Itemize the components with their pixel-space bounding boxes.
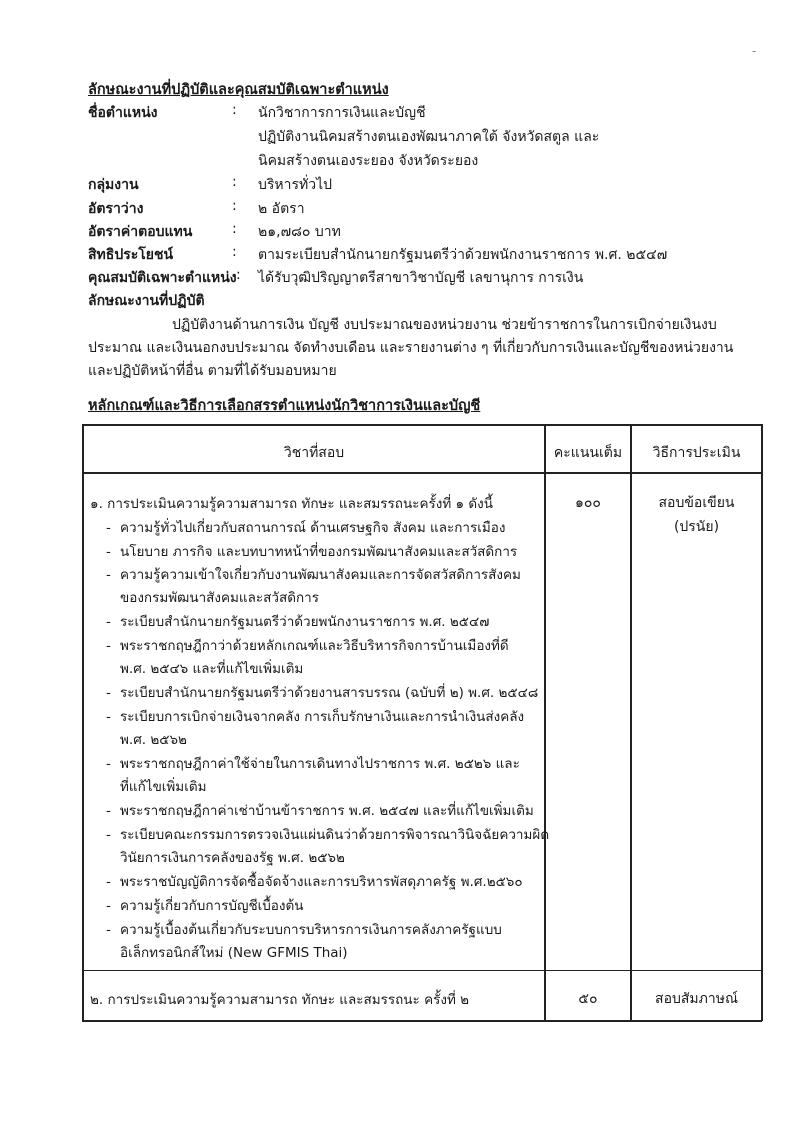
row1-score: ๑๐๐ (575, 495, 601, 511)
list-item: - ระเบียบสำนักนายกรัฐมนตรีว่าด้วยงานสารบรรณ (ฉบับที่ ๒) พ.ศ. ๒๕๔๘ (106, 685, 539, 701)
duty-label: ลักษณะงานที่ปฏิบัติ (88, 293, 205, 309)
header-score: คะแนนเต็ม (553, 445, 623, 461)
vacancy-colon: : (232, 198, 237, 214)
header-subject: วิชาที่สอบ (283, 445, 345, 461)
title-label: ชื่อตำแหน่ง (88, 105, 158, 121)
list-item-cont: ที่แก้ไขเพิ่มเติม (120, 779, 207, 795)
header-method: วิธีการประเมิน (652, 445, 741, 461)
list-item-cont: พ.ศ. ๒๕๔๖ และที่แก้ไขเพิ่มเติม (120, 661, 304, 677)
table-row-divider (82, 970, 762, 971)
list-item: - ความรู้เกี่ยวกับการบัญชีเบื้องต้น (106, 898, 304, 914)
title-value-3: นิคมสร้างตนเองระยอง จังหวัดระยอง (258, 153, 479, 169)
list-item-cont: พ.ศ. ๒๕๖๒ (120, 732, 187, 748)
pay-value: ๒๑,๗๘๐ บาท (258, 224, 341, 240)
table-right-border (761, 424, 763, 1021)
duty-paragraph: ปฏิบัติงานด้านการเงิน บัญชี งบประมาณของหน่วยงาน ช่วยข้าราชการในการเบิกจ่ายเงินงบประมาณ และเงินนอกงบประมาณ จัดทำงบเดือน และรายงานต่าง ๆ ที่เกี่ยวกับการเงินและบัญชีของหน่วยงาน และปฏิบัติหน้าที่อื่น ตามที่ได้รับมอบหมาย (88, 317, 734, 379)
row1-title: ๑. การประเมินความรู้ความสามารถ ทักษะ และสมรรถนะครั้งที่ ๑ ดังนี้ (90, 496, 493, 512)
title-value-1: นักวิชาการการเงินและบัญชี (258, 105, 426, 121)
vacancy-label: อัตราว่าง (88, 201, 144, 217)
row2-title: ๒. การประเมินความรู้ความสามารถ ทักษะ และสมรรถนะ ครั้งที่ ๒ (90, 992, 470, 1008)
group-colon: : (232, 174, 237, 190)
section-heading: ลักษณะงานที่ปฏิบัติและคุณสมบัติเฉพาะตำแหน่ง (88, 82, 389, 98)
list-item: - ความรู้ทั่วไปเกี่ยวกับสถานการณ์ ด้านเศรษฐกิจ สังคม และการเมือง (106, 520, 506, 536)
qualification-label: คุณสมบัติเฉพาะตำแหน่ง (88, 270, 237, 286)
list-item: - ระเบียบการเบิกจ่ายเงินจากคลัง การเก็บรักษาเงินและการนำเงินส่งคลัง (106, 709, 525, 725)
qualification-value: ได้รับวุฒิปริญญาตรีสาขาวิชาบัญชี เลขานุการ การเงิน (258, 270, 584, 286)
list-item: - นโยบาย ภารกิจ และบทบาทหน้าที่ของกรมพัฒนาสังคมและสวัสดิการ (106, 544, 518, 560)
list-item: - พระราชกฤษฎีกาว่าด้วยหลักเกณฑ์และวิธีบริหารกิจการบ้านเมืองที่ดี (106, 638, 509, 654)
list-item-cont: วินัยการเงินการคลังของรัฐ พ.ศ. ๒๕๖๒ (120, 850, 345, 866)
list-item-cont: อิเล็กทรอนิกส์ใหม่ (New GFMIS Thai) (120, 945, 348, 961)
row2-method: สอบสัมภาษณ์ (655, 991, 738, 1007)
list-item: - พระราชบัญญัติการจัดซื้อจัดจ้างและการบริหารพัสดุภาครัฐ พ.ศ.๒๕๖๐ (106, 874, 523, 890)
page-corner-mark: - (752, 44, 757, 58)
row2-score: ๕๐ (578, 991, 598, 1007)
qualification-colon: : (236, 267, 241, 283)
benefit-colon: : (232, 244, 237, 260)
table-left-border (82, 424, 84, 1021)
list-item: - พระราชกฤษฎีกาค่าใช้จ่ายในการเดินทางไปราชการ พ.ศ. ๒๕๒๖ และ (106, 756, 520, 772)
row1-method-1: สอบข้อเขียน (658, 495, 735, 511)
group-value: บริหารทั่วไป (258, 177, 333, 193)
list-item: - ความรู้เบื้องต้นเกี่ยวกับระบบการบริหารการเงินการคลังภาครัฐแบบ (106, 922, 502, 938)
group-label: กลุ่มงาน (88, 177, 139, 193)
pay-colon: : (232, 221, 237, 237)
benefit-value: ตามระเบียบสำนักนายกรัฐมนตรีว่าด้วยพนักงานราชการ พ.ศ. ๒๕๔๗ (258, 247, 668, 263)
list-item: - ระเบียบคณะกรรมการตรวจเงินแผ่นดินว่าด้วยการพิจารณาวินิจฉัยความผิด (106, 827, 550, 843)
table-top-border (82, 424, 762, 426)
title-colon: : (232, 102, 237, 118)
list-item: - ความรู้ความเข้าใจเกี่ยวกับงานพัฒนาสังคมและการจัดสวัสดิการสังคม (106, 567, 521, 583)
table-bottom-border (82, 1020, 762, 1022)
row1-method-2: (ปรนัย) (673, 519, 720, 535)
vacancy-value: ๒ อัตรา (258, 201, 305, 217)
selection-heading: หลักเกณฑ์และวิธีการเลือกสรรตำแหน่งนักวิชาการเงินและบัญชี (88, 398, 481, 414)
list-item-cont: ของกรมพัฒนาสังคมและสวัสดิการ (120, 590, 319, 606)
table-header-border (82, 472, 762, 474)
list-item: - พระราชกฤษฎีกาค่าเช่าบ้านข้าราชการ พ.ศ. ๒๕๔๗ และที่แก้ไขเพิ่มเติม (106, 803, 534, 819)
pay-label: อัตราค่าตอบแทน (88, 224, 193, 240)
title-value-2: ปฏิบัติงานนิคมสร้างตนเองพัฒนาภาคใต้ จังหวัดสตูล และ (258, 129, 600, 145)
list-item: - ระเบียบสำนักนายกรัฐมนตรีว่าด้วยพนักงานราชการ พ.ศ. ๒๕๔๗ (106, 614, 490, 630)
benefit-label: สิทธิประโยชน์ (88, 247, 174, 263)
